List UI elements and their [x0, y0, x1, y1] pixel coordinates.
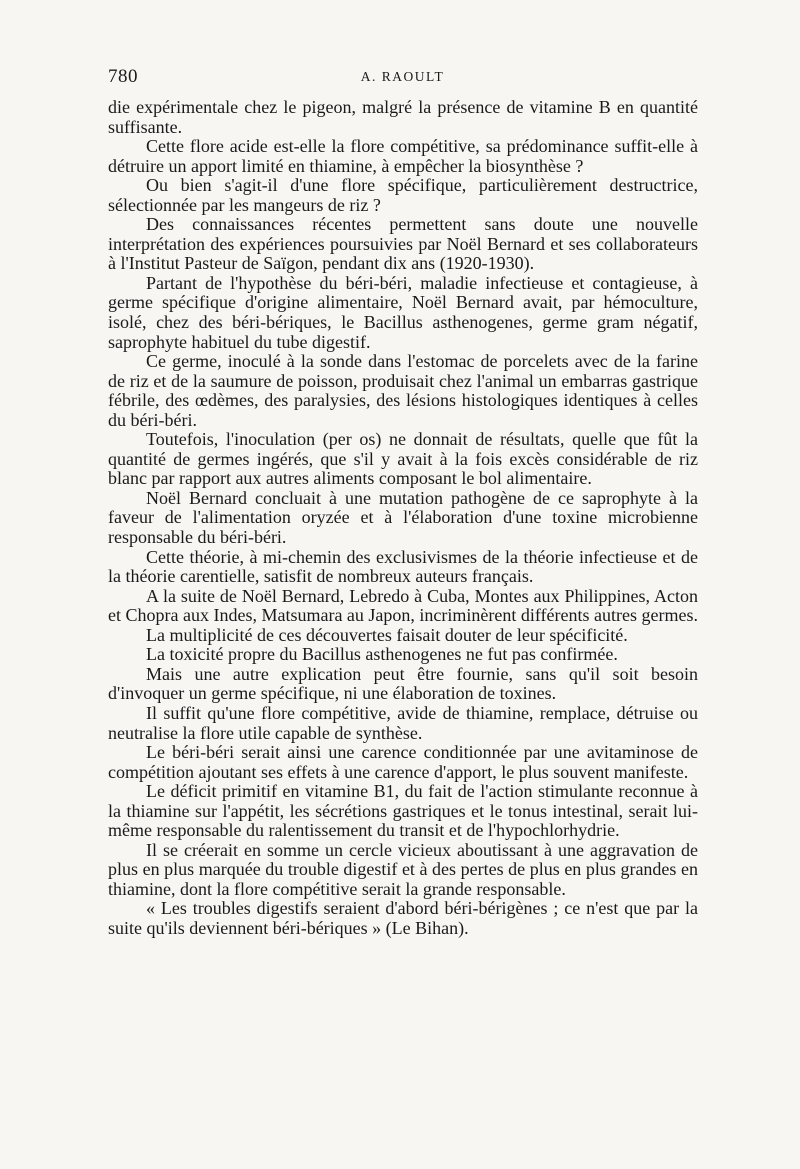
paragraph: Toutefois, l'inoculation (per os) ne donnait de résultats, quelle que fût la quantité de germes ingérés, que s'il y avait à la fois excès considérable de riz blanc par rapport aux autres aliments composant le bol alimentaire. — [108, 429, 698, 489]
paragraph: Le déficit primitif en vitamine B1, du fait de l'action stimulante reconnue à la thiamine sur l'appétit, les sécrétions gastriques et le tonus intestinal, serait lui-même responsable du ralentissement du transit et de l'hypochlorhydrie. — [108, 781, 698, 841]
paragraph: Partant de l'hypothèse du béri-béri, maladie infectieuse et contagieuse, à germe spécifique d'origine alimentaire, Noël Bernard avait, par hémoculture, isolé, chez des béri-bériques, le Bacillus asthenogenes, germe gram négatif, saprophyte habituel du tube digestif. — [108, 272, 698, 352]
paragraph: « Les troubles digestifs seraient d'abord béri-bérigènes ; ce n'est que par la suite qu'ils deviennent béri-bériques » (Le Bihan). — [108, 898, 698, 938]
page-header — [108, 66, 697, 90]
paragraph: Cette théorie, à mi-chemin des exclusivismes de la théorie infectieuse et de la théorie carentielle, satisfit de nombreux auteurs français. — [108, 546, 698, 587]
paragraph: La toxicité propre du Bacillus asthenogenes ne fut pas confirmée. — [146, 644, 618, 665]
paragraph: Des connaissances récentes permettent sans doute une nouvelle interprétation des expériences poursuivies par Noël Bernard et ses collaborateurs à l'Institut Pasteur de Saïgon, pendant dix ans (1920-1930). — [108, 214, 698, 274]
paragraph: Ce germe, inoculé à la sonde dans l'estomac de porcelets avec de la farine de riz et de la saumure de poisson, produisait chez l'animal un embarras gastrique fébrile, des œdèmes, des paralysies, des lésions histologiques identiques à celles du béri-béri. — [108, 351, 698, 430]
paragraph: A la suite de Noël Bernard, Lebredo à Cuba, Montes aux Philippines, Acton et Chopra aux Indes, Matsumara au Japon, incriminèrent différents autres germes. — [108, 585, 698, 626]
paragraph: Noël Bernard concluait à une mutation pathogène de ce saprophyte à la faveur de l'alimentation oryzée et à l'élaboration d'une toxine microbienne responsable du béri-béri. — [108, 487, 698, 548]
paragraph: die expérimentale chez le pigeon, malgré la présence de vitamine B en quantité suffisante. — [108, 97, 698, 137]
paragraph: Ou bien s'agit-il d'une flore spécifique, particulièrement destructrice, sélectionnée par les mangeurs de riz ? — [108, 175, 698, 215]
paragraph: Cette flore acide est-elle la flore compétitive, sa prédominance suffit-elle à détruire un apport limité en thiamine, à empêcher la biosynthèse ? — [108, 136, 698, 176]
body-text — [108, 98, 698, 939]
paragraph: Mais une autre explication peut être fournie, sans qu'il soit besoin d'invoquer un germe spécifique, ni une élaboration de toxines. — [108, 663, 698, 704]
paragraph: Le béri-béri serait ainsi une carence conditionnée par une avitaminose de compétition ajoutant ses effets à une carence d'apport, le plus souvent manifeste. — [108, 742, 698, 782]
paragraph: La multiplicité de ces découvertes faisait douter de leur spécificité. — [146, 624, 628, 645]
paragraph: Il se créerait en somme un cercle vicieux aboutissant à une aggravation de plus en plus marquée du trouble digestif et à des pertes de plus en plus grandes en thiamine, dont la flore compétitive serait la grande responsable. — [108, 839, 698, 899]
paragraph: Il suffit qu'une flore compétitive, avide de thiamine, remplace, détruise ou neutralise la flore utile capable de synthèse. — [108, 702, 698, 743]
running-head: A. RAOULT — [360, 69, 445, 84]
page-number: 780 — [108, 66, 138, 87]
